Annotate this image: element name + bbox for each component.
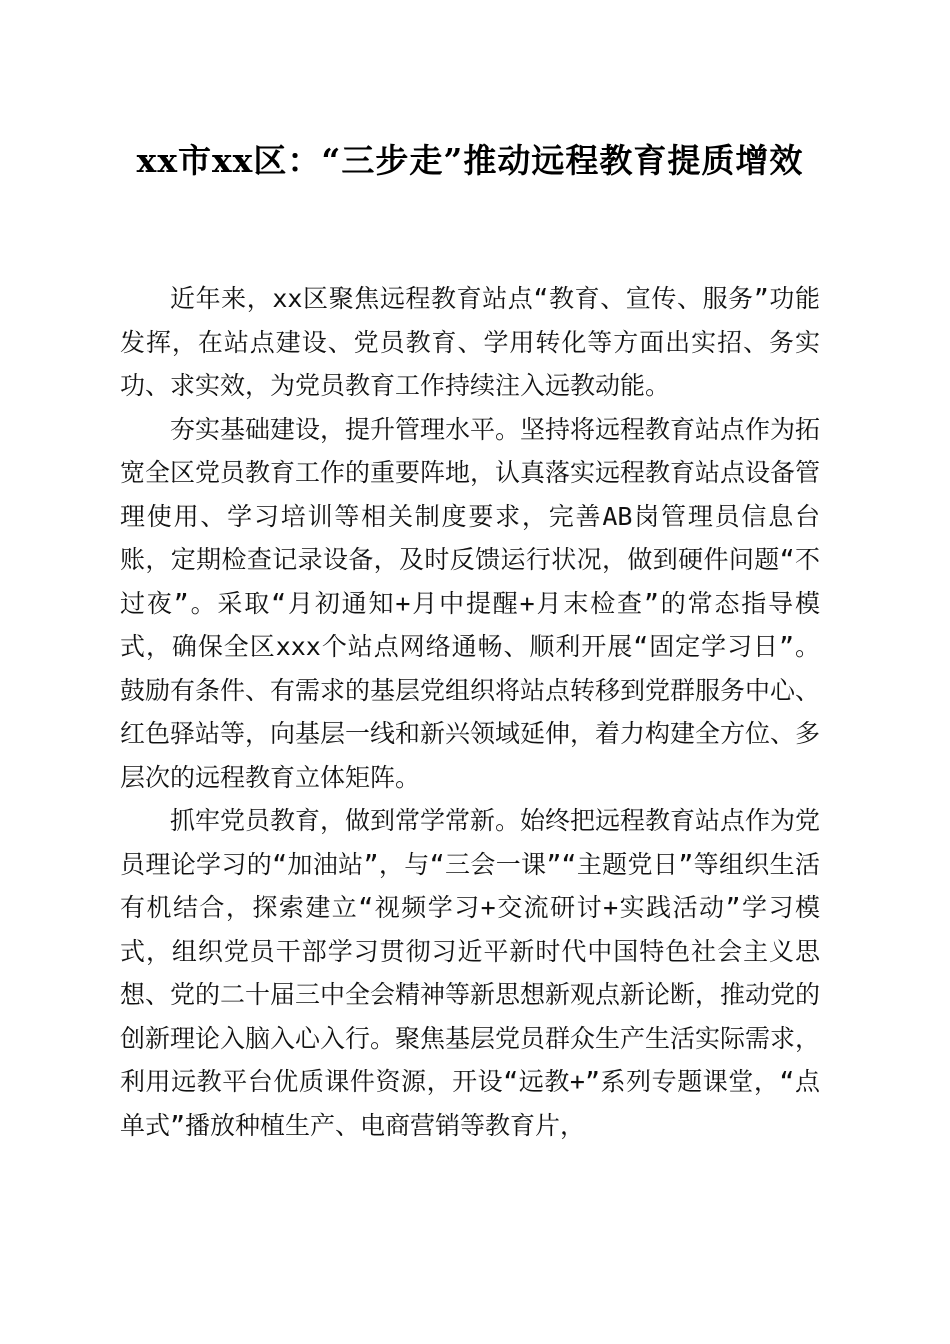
paragraph-infrastructure: 夯实基础建设，提升管理水平。坚持将远程教育站点作为拓宽全区党员教育工作的重要阵地，认真落实远程教育站点设备管理使用、学习培训等相关制度要求，完善AB岗管理员信息台账，定期检查记录设备，及时反馈运行状况，做到硬件问题“不过夜”。采取“月初通知+月中提醒+月末检查”的常态指导模式，确保全区xxx个站点网络通畅、顺利开展“固定学习日”。鼓励有条件、有需求的基层党组织将站点转移到党群服务中心、红色驿站等，向基层一线和新兴领域延伸，着力构建全方位、多层次的远程教育立体矩阵。	[120, 414, 821, 792]
paragraph-education: 抓牢党员教育，做到常学常新。始终把远程教育站点作为党员理论学习的“加油站”，与“三会一课”“主题党日”等组织生活有机结合，探索建立“视频学习+交流研讨+实践活动”学习模式，组织党员干部学习贯彻习近平新时代中国特色社会主义思想、党的二十届三中全会精神等新思想新观点新论断，推动党的创新理论入脑入心入行。聚焦基层党员群众生产生活实际需求，利用远教平台优质课件资源，开设“远教+”系列专题课堂，“点单式”播放种植生产、电商营销等教育片，	[120, 806, 821, 1140]
paragraph-intro: 近年来，xx区聚焦远程教育站点“教育、宣传、服务”功能发挥，在站点建设、党员教育、学用转化等方面出实招、务实功、求实效，为党员教育工作持续注入远教动能。	[120, 284, 820, 400]
document-body	[120, 277, 820, 1147]
document-title: xx市xx区：“三步走”推动远程教育提质增效	[136, 141, 804, 180]
